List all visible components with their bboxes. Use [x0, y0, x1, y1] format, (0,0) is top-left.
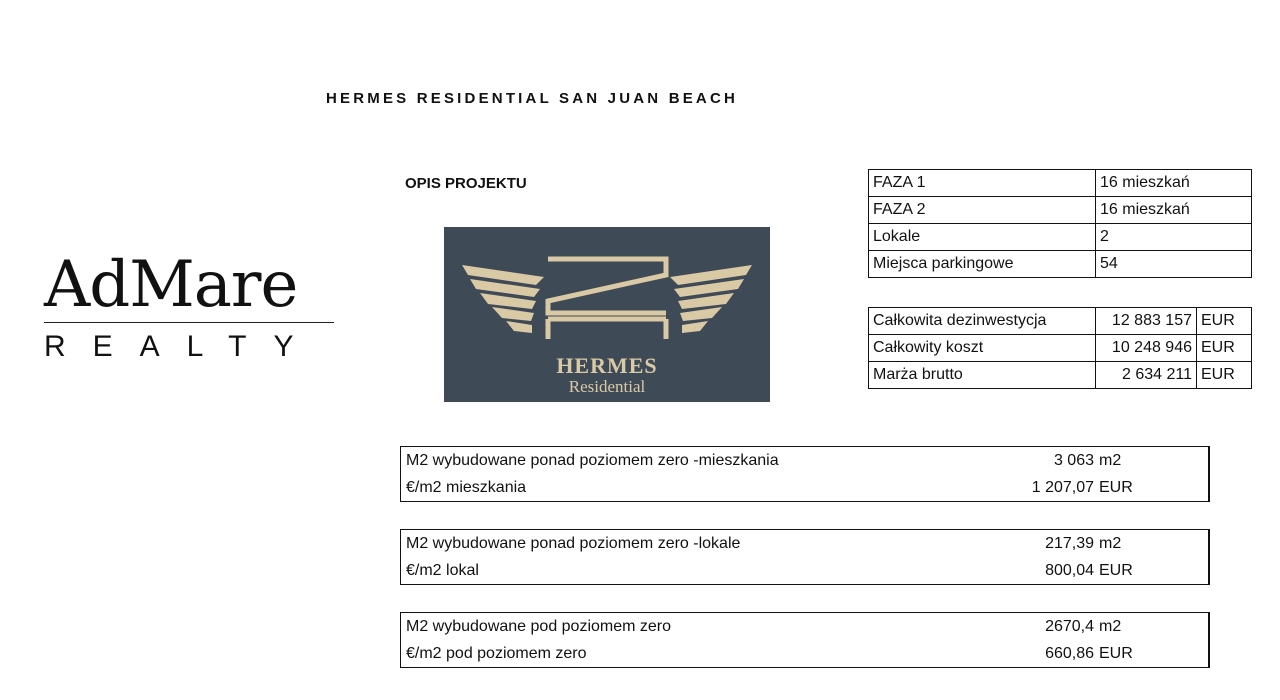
row-label: M2 wybudowane ponad poziomem zero -mieszkania	[406, 452, 779, 469]
table-row	[869, 170, 1252, 197]
table-row	[401, 474, 1208, 501]
row-unit: EUR	[1099, 479, 1133, 496]
row-unit: EUR	[1099, 562, 1133, 579]
row-unit: m2	[1099, 618, 1122, 635]
table-row	[401, 530, 1208, 557]
table-row	[401, 640, 1208, 667]
area-block-underground	[400, 612, 1210, 668]
table-row	[869, 362, 1252, 389]
row-label: €/m2 lokal	[406, 562, 479, 579]
row-value: 800,04	[1045, 562, 1094, 579]
hermes-subtitle: Residential	[568, 377, 646, 396]
phases-table	[868, 169, 1252, 278]
row-value: 660,86	[1045, 645, 1094, 662]
area-block-residential	[400, 446, 1210, 502]
row-value: 3 063	[1053, 452, 1094, 469]
table-cell: 16 mieszkań	[1096, 170, 1252, 197]
table-cell: 12 883 157	[1096, 308, 1197, 335]
area-block-commercial	[400, 529, 1210, 585]
hermes-wordmark: HERMES	[556, 353, 658, 378]
table-row	[869, 224, 1252, 251]
row-value: 217,39	[1045, 535, 1094, 552]
table-cell: 54	[1096, 251, 1252, 278]
row-unit: m2	[1099, 452, 1122, 469]
table-cell: FAZA 2	[869, 197, 1096, 224]
table-cell: 2 634 211	[1096, 362, 1197, 389]
row-value: 1 207,07	[1031, 479, 1094, 496]
table-row	[869, 251, 1252, 278]
table-cell: FAZA 1	[869, 170, 1096, 197]
table-cell: EUR	[1197, 335, 1252, 362]
table-row	[401, 613, 1208, 640]
table-row	[869, 308, 1252, 335]
table-row	[401, 447, 1208, 474]
table-cell: EUR	[1197, 362, 1252, 389]
row-label: M2 wybudowane pod poziomem zero	[406, 618, 672, 635]
logo-divider	[44, 322, 334, 323]
row-label: €/m2 mieszkania	[406, 479, 527, 496]
logo-sub-text: REALTY	[44, 330, 321, 363]
financials-table	[868, 307, 1252, 389]
table-cell: EUR	[1197, 308, 1252, 335]
logo-main-text: AdMare	[44, 248, 298, 322]
table-cell: Miejsca parkingowe	[869, 251, 1096, 278]
table-cell: Lokale	[869, 224, 1096, 251]
table-cell: Całkowita dezinwestycja	[869, 308, 1096, 335]
row-unit: m2	[1099, 535, 1122, 552]
table-cell: 16 mieszkań	[1096, 197, 1252, 224]
table-row	[869, 197, 1252, 224]
table-cell: Marża brutto	[869, 362, 1096, 389]
table-cell: Całkowity koszt	[869, 335, 1096, 362]
row-unit: EUR	[1099, 645, 1133, 662]
row-value: 2670,4	[1045, 618, 1094, 635]
table-cell: 2	[1096, 224, 1252, 251]
table-row	[869, 335, 1252, 362]
hermes-logo	[444, 227, 770, 402]
row-label: M2 wybudowane ponad poziomem zero -lokale	[406, 535, 741, 552]
page-title: HERMES RESIDENTIAL SAN JUAN BEACH	[326, 90, 739, 107]
admare-logo	[44, 250, 336, 363]
table-row	[401, 557, 1208, 584]
table-cell: 10 248 946	[1096, 335, 1197, 362]
section-label: OPIS PROJEKTU	[405, 175, 527, 192]
row-label: €/m2 pod poziomem zero	[406, 645, 587, 662]
